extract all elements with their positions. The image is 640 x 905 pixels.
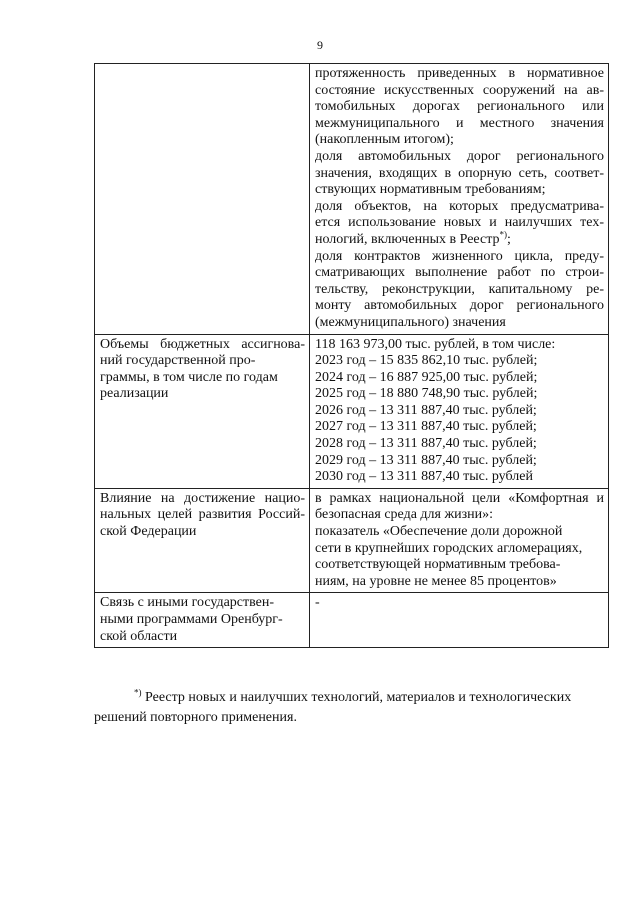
text-line bbox=[315, 282, 604, 299]
text-line bbox=[315, 403, 604, 420]
line-text: Связь с иными государствен- bbox=[100, 595, 275, 611]
line-text: монту автомобильных дорог регионального bbox=[315, 298, 604, 314]
line-text: - bbox=[315, 595, 320, 611]
line-text: 2026 год – 13 311 887,40 тыс. рублей; bbox=[315, 402, 537, 418]
text-line bbox=[315, 419, 604, 436]
text-line bbox=[315, 353, 604, 370]
footnote-text-1: Реестр новых и наилучших технологий, материалов и технологических bbox=[141, 690, 572, 705]
line-text: граммы, в том числе по годам bbox=[100, 369, 278, 385]
text-line bbox=[315, 541, 604, 558]
text-line bbox=[100, 491, 305, 508]
line-text: 118 163 973,00 тыс. рублей, в том числе: bbox=[315, 336, 556, 352]
text-line bbox=[315, 298, 604, 315]
table-row bbox=[95, 488, 609, 593]
line-text: доля контрактов жизненного цикла, преду- bbox=[315, 248, 604, 264]
line-text: ниям, на уровне не менее 85 процентов» bbox=[315, 573, 557, 589]
parameter-name-cell bbox=[95, 334, 310, 488]
text-line bbox=[315, 524, 604, 541]
footnote-reference: *) bbox=[499, 229, 507, 240]
text-line bbox=[315, 469, 604, 486]
table-row bbox=[95, 593, 609, 648]
line-text: безопасная среда для жизни»: bbox=[315, 507, 494, 523]
text-line bbox=[315, 199, 604, 216]
text-line bbox=[315, 249, 604, 266]
parameter-value-cell bbox=[310, 334, 609, 488]
text-line bbox=[315, 83, 604, 100]
footnote-line-2: решений повторного применения. bbox=[94, 710, 297, 725]
parameter-value-cell bbox=[310, 593, 609, 648]
text-line bbox=[315, 337, 604, 354]
table-row bbox=[95, 334, 609, 488]
line-text: нологий, включенных в Реестр bbox=[315, 231, 500, 247]
line-text: 2028 год – 13 311 887,40 тыс. рублей; bbox=[315, 436, 537, 452]
line-text: значения, входящих в опорную сеть, соответ- bbox=[315, 165, 604, 181]
parameter-name-cell bbox=[95, 488, 310, 593]
line-text: 2024 год – 16 887 925,00 тыс. рублей; bbox=[315, 369, 538, 385]
line-text: ской Федерации bbox=[100, 524, 197, 540]
footnote-marker: *) bbox=[134, 687, 142, 698]
text-line bbox=[315, 229, 604, 249]
text-line bbox=[100, 386, 305, 403]
parameter-value-cell bbox=[310, 488, 609, 593]
line-text: Влияние на достижение нацио- bbox=[100, 490, 305, 506]
footnote bbox=[94, 688, 624, 728]
text-line bbox=[315, 215, 604, 232]
parameter-value-cell bbox=[310, 64, 609, 335]
text-line bbox=[100, 370, 305, 387]
text-line bbox=[315, 66, 604, 83]
line-text: состояние искусственных сооружений на ав- bbox=[315, 82, 604, 98]
line-text: ской области bbox=[100, 628, 178, 644]
text-line bbox=[315, 149, 604, 166]
text-line bbox=[100, 337, 305, 354]
line-text: доля автомобильных дорог регионального bbox=[315, 148, 604, 164]
line-text: межмуниципального и местного значения bbox=[315, 115, 604, 131]
line-text: томобильных дорогах регионального или bbox=[315, 99, 604, 115]
line-text: сети в крупнейших городских агломерациях, bbox=[315, 540, 583, 556]
line-text: 2027 год – 13 311 887,40 тыс. рублей; bbox=[315, 419, 537, 435]
text-line bbox=[100, 612, 305, 629]
line-text: нальных целей развития Россий- bbox=[100, 507, 305, 523]
text-line bbox=[315, 574, 604, 591]
text-line bbox=[100, 507, 305, 524]
text-line bbox=[315, 453, 604, 470]
text-line bbox=[315, 507, 604, 524]
line-text: (межмуниципального) значения bbox=[315, 314, 506, 330]
line-text: ствующих нормативным требованиям; bbox=[315, 182, 546, 198]
line-text: в рамках национальной цели «Комфортная и bbox=[315, 490, 604, 506]
page-number: 9 bbox=[317, 38, 323, 52]
line-text: 2023 год – 15 835 862,10 тыс. рублей; bbox=[315, 353, 538, 369]
line-text: Объемы бюджетных ассигнова- bbox=[100, 336, 305, 352]
text-line bbox=[100, 629, 305, 646]
table-body bbox=[95, 64, 609, 648]
line-text: 2029 год – 13 311 887,40 тыс. рублей; bbox=[315, 452, 537, 468]
text-line bbox=[315, 166, 604, 183]
program-passport-table bbox=[94, 63, 609, 648]
line-text: ными программами Оренбург- bbox=[100, 612, 283, 627]
text-line bbox=[100, 353, 305, 370]
text-line bbox=[315, 265, 604, 282]
table-row bbox=[95, 64, 609, 335]
text-line bbox=[315, 436, 604, 453]
text-line bbox=[315, 116, 604, 133]
text-line bbox=[315, 386, 604, 403]
line-text: 2025 год – 18 880 748,90 тыс. рублей; bbox=[315, 386, 538, 402]
text-line bbox=[315, 132, 604, 149]
line-text: доля объектов, на которых предусматрива- bbox=[315, 198, 604, 214]
line-text: показатель «Обеспечение доли дорожной bbox=[315, 524, 563, 540]
line-text: 2030 год – 13 311 887,40 тыс. рублей bbox=[315, 469, 533, 485]
text-line bbox=[315, 595, 604, 612]
parameter-name-cell bbox=[95, 593, 310, 648]
text-line bbox=[100, 595, 305, 612]
text-line bbox=[315, 557, 604, 574]
line-text: ний государственной про- bbox=[100, 353, 256, 369]
text-line bbox=[315, 182, 604, 199]
text-line bbox=[315, 315, 604, 332]
text-line bbox=[100, 524, 305, 541]
text-line bbox=[315, 491, 604, 508]
line-text: соответствующей нормативным требова- bbox=[315, 557, 561, 573]
text-line bbox=[315, 99, 604, 116]
line-text: сматривающих выполнение работ по строи- bbox=[315, 265, 604, 281]
parameter-name-cell bbox=[95, 64, 310, 335]
line-text: тельству, реконструкции, капитальному ре- bbox=[315, 281, 604, 297]
text-line bbox=[315, 370, 604, 387]
line-text: протяженность приведенных в нормативное bbox=[315, 66, 604, 81]
line-text: реализации bbox=[100, 386, 169, 402]
footnote-line-1 bbox=[94, 688, 624, 708]
line-text: (накопленным итогом); bbox=[315, 132, 454, 148]
line-text: ется использование новых и наилучших тех- bbox=[315, 215, 604, 231]
line-tail: ; bbox=[506, 231, 511, 247]
